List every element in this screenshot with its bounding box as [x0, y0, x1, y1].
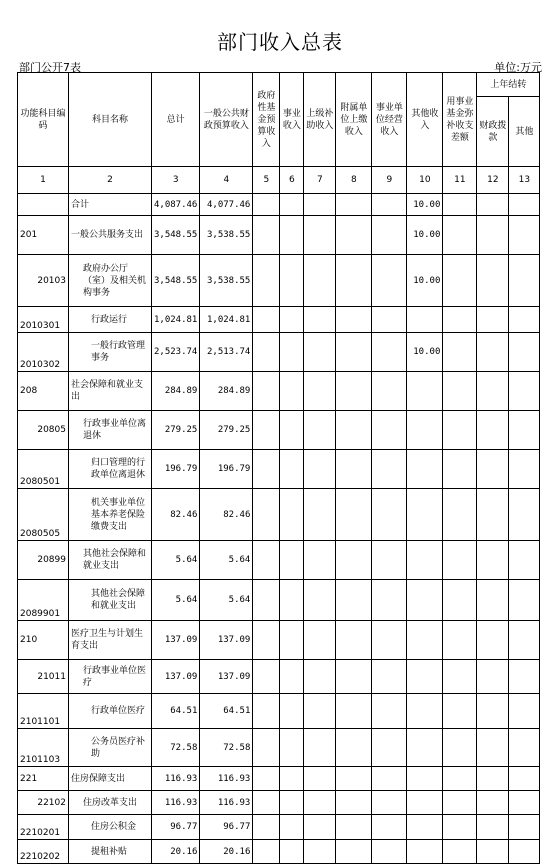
general-cell: 4,077.46 [200, 194, 253, 216]
general-cell: 82.46 [200, 489, 253, 541]
empty-cell [336, 621, 372, 660]
general-cell: 72.58 [200, 729, 253, 767]
empty-cell [443, 541, 477, 580]
total-cell: 196.79 [152, 450, 200, 489]
name-cell: 其他社会保障和就业支出 [69, 541, 152, 580]
total-cell: 4,087.46 [152, 194, 200, 216]
table-row [18, 694, 540, 729]
empty-cell [509, 791, 540, 815]
empty-cell [280, 255, 304, 307]
column-number: 4 [200, 167, 253, 194]
total-cell: 20.16 [152, 840, 200, 864]
other-cell [407, 307, 443, 333]
other-cell [407, 840, 443, 864]
empty-cell [372, 815, 407, 840]
empty-cell [443, 216, 477, 255]
empty-cell [253, 840, 280, 864]
empty-cell [509, 621, 540, 660]
empty-cell [372, 541, 407, 580]
empty-cell [509, 255, 540, 307]
column-number: 2 [69, 167, 152, 194]
name-cell: 行政单位医疗 [69, 694, 152, 729]
empty-cell [372, 411, 407, 450]
empty-cell [443, 450, 477, 489]
empty-cell [336, 791, 372, 815]
code-cell: 2101103 [18, 729, 69, 767]
empty-cell [304, 194, 336, 216]
empty-cell [477, 621, 509, 660]
empty-cell [304, 216, 336, 255]
empty-cell [304, 767, 336, 791]
general-cell: 196.79 [200, 450, 253, 489]
empty-cell [336, 255, 372, 307]
empty-cell [253, 729, 280, 767]
empty-cell [443, 840, 477, 864]
general-cell: 137.09 [200, 621, 253, 660]
empty-cell [304, 541, 336, 580]
table-row [18, 307, 540, 333]
header-carry: 上年结转 [477, 73, 540, 97]
total-cell: 96.77 [152, 815, 200, 840]
empty-cell [280, 541, 304, 580]
empty-cell [443, 307, 477, 333]
total-cell: 64.51 [152, 694, 200, 729]
general-cell: 3,538.55 [200, 216, 253, 255]
empty-cell [336, 729, 372, 767]
empty-cell [336, 541, 372, 580]
column-number: 1 [18, 167, 69, 194]
empty-cell [280, 194, 304, 216]
total-cell: 137.09 [152, 660, 200, 694]
empty-cell [304, 255, 336, 307]
empty-cell [304, 815, 336, 840]
name-cell: 机关事业单位基本养老保险缴费支出 [69, 489, 152, 541]
column-number: 13 [509, 167, 540, 194]
empty-cell [253, 660, 280, 694]
general-cell: 284.89 [200, 372, 253, 411]
empty-cell [509, 450, 540, 489]
total-cell: 3,548.55 [152, 255, 200, 307]
table-row [18, 621, 540, 660]
header-upper: 上级补助收入 [304, 73, 336, 167]
empty-cell [509, 216, 540, 255]
header-general: 一般公共财政预算收入 [200, 73, 253, 167]
header-operating: 事业单位经营收入 [372, 73, 407, 167]
other-cell: 10.00 [407, 255, 443, 307]
empty-cell [336, 660, 372, 694]
empty-cell [477, 450, 509, 489]
total-cell: 1,024.81 [152, 307, 200, 333]
empty-cell [372, 333, 407, 372]
empty-cell [253, 194, 280, 216]
name-cell: 其他社会保障和就业支出 [69, 580, 152, 621]
empty-cell [372, 729, 407, 767]
column-number: 9 [372, 167, 407, 194]
empty-cell [477, 255, 509, 307]
empty-cell [509, 580, 540, 621]
empty-cell [280, 333, 304, 372]
column-number: 12 [477, 167, 509, 194]
table-row [18, 255, 540, 307]
total-cell: 2,523.74 [152, 333, 200, 372]
code-cell [18, 194, 69, 216]
empty-cell [372, 307, 407, 333]
empty-cell [253, 767, 280, 791]
name-cell: 归口管理的行政单位离退休 [69, 450, 152, 489]
column-number: 7 [304, 167, 336, 194]
empty-cell [443, 194, 477, 216]
unit-label: 单位:万元 [494, 61, 542, 74]
empty-cell [477, 767, 509, 791]
header-other: 其他收入 [407, 73, 443, 167]
general-cell: 116.93 [200, 767, 253, 791]
other-cell [407, 541, 443, 580]
empty-cell [336, 333, 372, 372]
column-number: 5 [253, 167, 280, 194]
empty-cell [477, 660, 509, 694]
header-business: 事业收入 [280, 73, 304, 167]
empty-cell [304, 411, 336, 450]
empty-cell [336, 489, 372, 541]
other-cell [407, 489, 443, 541]
empty-cell [477, 216, 509, 255]
empty-cell [477, 840, 509, 864]
empty-cell [253, 216, 280, 255]
code-cell: 208 [18, 372, 69, 411]
empty-cell [336, 194, 372, 216]
other-cell [407, 815, 443, 840]
empty-cell [280, 216, 304, 255]
empty-cell [372, 255, 407, 307]
empty-cell [336, 767, 372, 791]
code-cell: 2210201 [18, 815, 69, 840]
empty-cell [280, 580, 304, 621]
empty-cell [372, 216, 407, 255]
name-cell: 政府办公厅（室）及相关机构事务 [69, 255, 152, 307]
empty-cell [253, 580, 280, 621]
table-row [18, 450, 540, 489]
name-cell: 住房公积金 [69, 815, 152, 840]
name-cell: 一般公共服务支出 [69, 216, 152, 255]
code-cell: 21011 [18, 660, 69, 694]
table-row [18, 489, 540, 541]
empty-cell [336, 840, 372, 864]
empty-cell [253, 694, 280, 729]
empty-cell [280, 840, 304, 864]
income-summary-table [17, 72, 540, 864]
code-cell: 2101101 [18, 694, 69, 729]
column-number-row [18, 167, 540, 194]
column-number: 6 [280, 167, 304, 194]
empty-cell [509, 489, 540, 541]
general-cell: 5.64 [200, 580, 253, 621]
empty-cell [336, 580, 372, 621]
name-cell: 医疗卫生与计划生育支出 [69, 621, 152, 660]
name-cell: 提租补贴 [69, 840, 152, 864]
empty-cell [253, 411, 280, 450]
name-cell: 住房保障支出 [69, 767, 152, 791]
table-row [18, 729, 540, 767]
table-row [18, 840, 540, 864]
code-cell: 2210202 [18, 840, 69, 864]
header-special: 用事业基金弥补收支差额 [443, 73, 477, 167]
empty-cell [443, 580, 477, 621]
empty-cell [304, 660, 336, 694]
empty-cell [280, 307, 304, 333]
empty-cell [443, 255, 477, 307]
other-cell [407, 372, 443, 411]
empty-cell [336, 815, 372, 840]
empty-cell [372, 580, 407, 621]
empty-cell [443, 694, 477, 729]
column-number: 8 [336, 167, 372, 194]
empty-cell [443, 767, 477, 791]
empty-cell [253, 450, 280, 489]
empty-cell [280, 411, 304, 450]
other-cell [407, 660, 443, 694]
empty-cell [372, 694, 407, 729]
code-cell: 2010302 [18, 333, 69, 372]
code-cell: 2080505 [18, 489, 69, 541]
empty-cell [509, 541, 540, 580]
empty-cell [509, 194, 540, 216]
empty-cell [509, 729, 540, 767]
empty-cell [372, 621, 407, 660]
name-cell: 公务员医疗补助 [69, 729, 152, 767]
table-row [18, 372, 540, 411]
empty-cell [509, 372, 540, 411]
empty-cell [372, 660, 407, 694]
empty-cell [509, 815, 540, 840]
total-cell: 116.93 [152, 767, 200, 791]
header-code: 功能科目编码 [18, 73, 69, 167]
table-row [18, 411, 540, 450]
empty-cell [280, 450, 304, 489]
empty-cell [304, 729, 336, 767]
empty-cell [372, 489, 407, 541]
empty-cell [509, 694, 540, 729]
empty-cell [280, 767, 304, 791]
empty-cell [477, 372, 509, 411]
table-row [18, 580, 540, 621]
empty-cell [253, 307, 280, 333]
other-cell [407, 580, 443, 621]
empty-cell [443, 489, 477, 541]
empty-cell [253, 255, 280, 307]
column-number: 3 [152, 167, 200, 194]
total-cell: 137.09 [152, 621, 200, 660]
general-cell: 5.64 [200, 541, 253, 580]
name-cell: 合计 [69, 194, 152, 216]
name-cell: 社会保障和就业支出 [69, 372, 152, 411]
empty-cell [304, 372, 336, 411]
other-cell: 10.00 [407, 216, 443, 255]
table-row [18, 216, 540, 255]
column-number: 11 [443, 167, 477, 194]
total-cell: 284.89 [152, 372, 200, 411]
other-cell [407, 694, 443, 729]
empty-cell [280, 621, 304, 660]
empty-cell [477, 489, 509, 541]
name-cell: 行政事业单位离退休 [69, 411, 152, 450]
table-row [18, 660, 540, 694]
empty-cell [477, 815, 509, 840]
empty-cell [336, 216, 372, 255]
general-cell: 3,538.55 [200, 255, 253, 307]
empty-cell [280, 660, 304, 694]
total-cell: 82.46 [152, 489, 200, 541]
empty-cell [304, 621, 336, 660]
empty-cell [509, 840, 540, 864]
empty-cell [509, 307, 540, 333]
other-cell [407, 791, 443, 815]
name-cell: 住房改革支出 [69, 791, 152, 815]
empty-cell [443, 411, 477, 450]
empty-cell [304, 450, 336, 489]
empty-cell [336, 450, 372, 489]
general-cell: 116.93 [200, 791, 253, 815]
general-cell: 1,024.81 [200, 307, 253, 333]
other-cell: 10.00 [407, 194, 443, 216]
table-row [18, 815, 540, 840]
empty-cell [253, 541, 280, 580]
general-cell: 20.16 [200, 840, 253, 864]
table-number-label: 部门公开7表 [19, 61, 81, 74]
empty-cell [336, 694, 372, 729]
code-cell: 2089901 [18, 580, 69, 621]
empty-cell [477, 194, 509, 216]
code-cell: 210 [18, 621, 69, 660]
code-cell: 20899 [18, 541, 69, 580]
empty-cell [443, 729, 477, 767]
empty-cell [477, 307, 509, 333]
total-cell: 5.64 [152, 580, 200, 621]
name-cell: 行政事业单位医疗 [69, 660, 152, 694]
empty-cell [336, 411, 372, 450]
empty-cell [372, 372, 407, 411]
table-row [18, 791, 540, 815]
empty-cell [372, 840, 407, 864]
empty-cell [509, 411, 540, 450]
code-cell: 221 [18, 767, 69, 791]
other-cell [407, 729, 443, 767]
empty-cell [477, 729, 509, 767]
empty-cell [253, 489, 280, 541]
empty-cell [443, 660, 477, 694]
general-cell: 96.77 [200, 815, 253, 840]
empty-cell [443, 621, 477, 660]
empty-cell [372, 791, 407, 815]
header-carry-other: 其他 [509, 97, 540, 167]
empty-cell [304, 333, 336, 372]
column-number: 10 [407, 167, 443, 194]
code-cell: 22102 [18, 791, 69, 815]
total-cell: 5.64 [152, 541, 200, 580]
total-cell: 116.93 [152, 791, 200, 815]
name-cell: 行政运行 [69, 307, 152, 333]
other-cell [407, 621, 443, 660]
code-cell: 2010301 [18, 307, 69, 333]
empty-cell [253, 372, 280, 411]
empty-cell [443, 791, 477, 815]
empty-cell [477, 411, 509, 450]
empty-cell [304, 694, 336, 729]
table-row [18, 194, 540, 216]
empty-cell [477, 580, 509, 621]
code-cell: 201 [18, 216, 69, 255]
empty-cell [477, 694, 509, 729]
header-affiliated: 附属单位上缴收入 [336, 73, 372, 167]
general-cell: 137.09 [200, 660, 253, 694]
table-row [18, 767, 540, 791]
empty-cell [304, 489, 336, 541]
table-row [18, 333, 540, 372]
header-name: 科目名称 [69, 73, 152, 167]
code-cell: 20103 [18, 255, 69, 307]
empty-cell [253, 621, 280, 660]
empty-cell [280, 815, 304, 840]
empty-cell [280, 729, 304, 767]
page-title: 部门收入总表 [217, 30, 343, 54]
empty-cell [477, 541, 509, 580]
empty-cell [253, 791, 280, 815]
empty-cell [509, 660, 540, 694]
empty-cell [372, 767, 407, 791]
other-cell [407, 450, 443, 489]
empty-cell [253, 333, 280, 372]
empty-cell [304, 307, 336, 333]
other-cell [407, 767, 443, 791]
empty-cell [443, 372, 477, 411]
empty-cell [477, 791, 509, 815]
empty-cell [509, 767, 540, 791]
code-cell: 20805 [18, 411, 69, 450]
empty-cell [304, 580, 336, 621]
general-cell: 279.25 [200, 411, 253, 450]
header-fund: 政府性基金预算收入 [253, 73, 280, 167]
empty-cell [372, 450, 407, 489]
empty-cell [280, 372, 304, 411]
name-cell: 一般行政管理事务 [69, 333, 152, 372]
general-cell: 2,513.74 [200, 333, 253, 372]
empty-cell [304, 840, 336, 864]
empty-cell [253, 815, 280, 840]
other-cell [407, 411, 443, 450]
empty-cell [443, 815, 477, 840]
general-cell: 64.51 [200, 694, 253, 729]
empty-cell [477, 333, 509, 372]
empty-cell [509, 333, 540, 372]
total-cell: 279.25 [152, 411, 200, 450]
empty-cell [280, 694, 304, 729]
empty-cell [372, 194, 407, 216]
header-carry-fiscal: 财政拨款 [477, 97, 509, 167]
code-cell: 2080501 [18, 450, 69, 489]
empty-cell [304, 791, 336, 815]
empty-cell [336, 307, 372, 333]
other-cell: 10.00 [407, 333, 443, 372]
table-row [18, 541, 540, 580]
empty-cell [280, 791, 304, 815]
empty-cell [336, 372, 372, 411]
total-cell: 3,548.55 [152, 216, 200, 255]
empty-cell [280, 489, 304, 541]
total-cell: 72.58 [152, 729, 200, 767]
empty-cell [443, 333, 477, 372]
header-total: 总计 [152, 73, 200, 167]
